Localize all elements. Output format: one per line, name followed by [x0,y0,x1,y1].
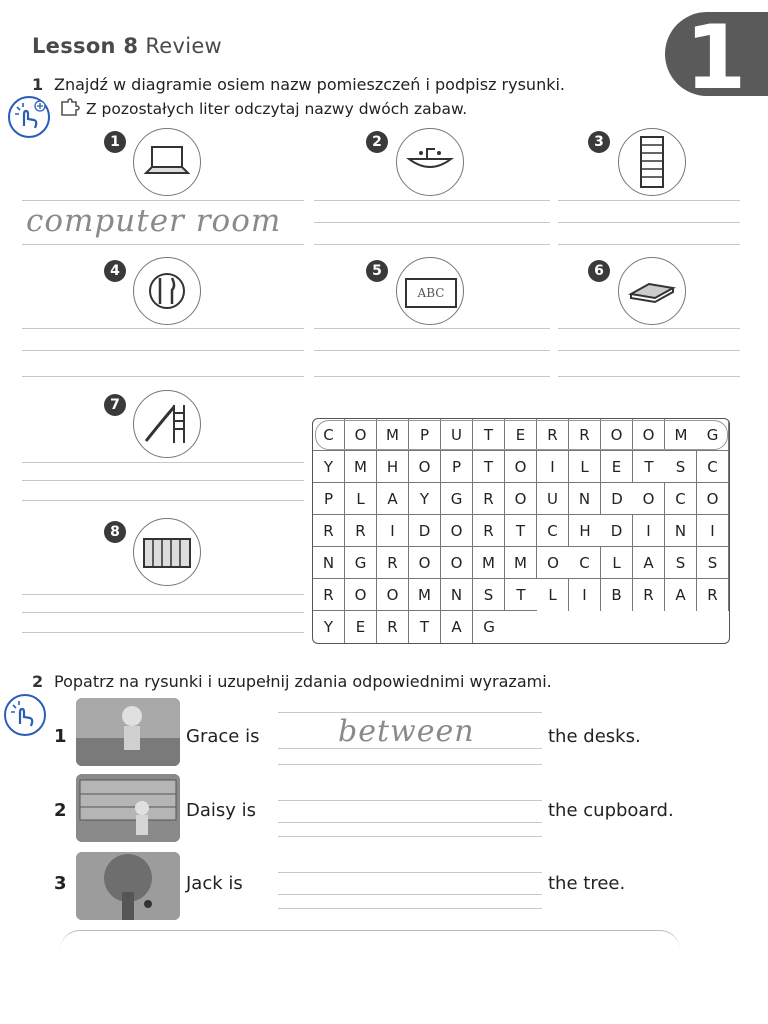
grid-cell[interactable]: C [537,515,569,547]
grid-cell[interactable]: L [345,483,377,515]
grid-cell[interactable]: N [569,483,601,515]
grid-cell[interactable]: S [665,547,697,579]
grid-cell[interactable]: H [377,451,409,483]
touch-icon[interactable] [8,96,50,138]
grid-cell[interactable]: P [409,419,441,451]
grid-cell[interactable]: C [697,451,729,483]
grid-cell[interactable]: G [441,483,473,515]
example-answer: computer room [26,203,282,239]
grid-cell[interactable]: A [377,483,409,515]
grid-cell[interactable]: T [409,611,441,643]
grid-cell[interactable]: Y [409,483,441,515]
grid-cell[interactable]: D [601,515,633,547]
grid-cell[interactable]: M [505,547,537,579]
grid-cell[interactable]: T [633,451,665,483]
next-section-box [60,930,680,971]
grid-cell[interactable]: R [473,483,505,515]
lesson-title [32,34,222,58]
book-icon [618,257,686,325]
writing-line[interactable] [22,376,304,377]
grid-cell[interactable]: G [345,547,377,579]
grid-cell[interactable]: T [505,515,537,547]
writing-line[interactable] [22,632,304,633]
grid-cell[interactable]: O [441,547,473,579]
sink-icon [396,128,464,196]
cupboard-picture [76,774,180,842]
writing-line[interactable] [22,200,304,201]
grid-cell[interactable]: O [409,451,441,483]
grid-cell[interactable]: O [633,419,665,451]
grid-cell[interactable]: M [665,419,697,451]
grid-cell[interactable]: R [633,579,665,611]
section-label: Review [145,34,223,58]
puzzle-icon [58,98,82,118]
answer-line[interactable] [278,800,542,801]
grid-cell[interactable]: C [665,483,697,515]
blackboard-icon [396,257,464,325]
grid-cell[interactable]: O [505,483,537,515]
grid-cell[interactable]: O [441,515,473,547]
grid-cell[interactable]: P [313,483,345,515]
grid-cell[interactable]: M [377,419,409,451]
exercise-1-subinstruction: Z pozostałych liter odczytaj nazwy dwóch zabaw. [86,100,468,118]
writing-line[interactable] [314,222,550,223]
writing-line[interactable] [314,350,550,351]
grid-cell[interactable]: D [409,515,441,547]
grid-cell[interactable]: E [505,419,537,451]
exercise-2-instruction: Popatrz na rysunki i uzupełnij zdania odpowiednimi wyrazami. [54,672,552,691]
sentence-subject: Daisy is [186,800,257,821]
grid-cell[interactable]: O [345,419,377,451]
grid-cell[interactable]: E [345,611,377,643]
sentence-subject: Jack is [186,873,243,894]
item-number: 2 [54,800,67,821]
grid-cell[interactable]: P [441,451,473,483]
unit-number: 1 [685,6,747,109]
writing-line[interactable] [22,612,304,613]
grid-cell[interactable]: M [345,451,377,483]
grid-cell[interactable]: E [601,451,633,483]
picture-number-5: 5 [366,260,388,282]
grid-cell[interactable]: U [537,483,569,515]
grid-cell[interactable]: M [409,579,441,611]
plate-cutlery-icon [133,257,201,325]
classroom-picture [76,698,180,766]
grid-cell[interactable]: C [569,547,601,579]
grid-cell[interactable]: T [473,419,505,451]
grid-cell[interactable]: A [441,611,473,643]
writing-line[interactable] [22,500,304,501]
sentence-object: the tree. [548,873,626,894]
grid-cell[interactable]: I [377,515,409,547]
writing-line[interactable] [22,594,304,595]
grid-cell[interactable]: N [313,547,345,579]
grid-cell[interactable]: B [601,579,633,611]
grid-cell[interactable]: M [473,547,505,579]
grid-cell[interactable]: O [505,451,537,483]
grid-cell[interactable]: A [633,547,665,579]
grid-cell[interactable]: S [473,579,505,611]
grid-cell[interactable]: R [537,419,569,451]
exercise-1-instruction: Znajdź w diagramie osiem nazw pomieszczeń i podpisz rysunki. [54,75,566,94]
touch-icon[interactable] [4,694,46,736]
grid-cell[interactable]: I [633,515,665,547]
picture-number-1: 1 [104,131,126,153]
picture-number-4: 4 [104,260,126,282]
grid-cell[interactable]: R [313,515,345,547]
picture-number-7: 7 [104,394,126,416]
unit-badge [665,6,768,109]
grid-cell[interactable]: L [569,451,601,483]
answer-line[interactable] [278,894,542,895]
slide-icon [133,390,201,458]
sentence-subject: Grace is [186,726,260,747]
writing-line[interactable] [22,328,304,329]
grid-cell[interactable]: Y [313,451,345,483]
answer-line[interactable] [278,872,542,873]
exercise-1-number: 1 [32,75,44,94]
grid-cell[interactable]: R [345,515,377,547]
tree-picture [76,852,180,920]
word-search-grid[interactable] [312,418,730,644]
grid-cell[interactable]: G [483,618,495,636]
picture-number-6: 6 [588,260,610,282]
writing-line[interactable] [558,376,740,377]
grid-cell[interactable]: O [633,483,665,515]
writing-line[interactable] [314,328,550,329]
sentence-object: the cupboard. [548,800,674,821]
writing-line[interactable] [22,244,304,245]
item-number: 3 [54,873,67,894]
writing-line[interactable] [558,222,740,223]
grid-cell[interactable]: S [697,547,729,579]
grid-cell[interactable]: R [377,547,409,579]
writing-line[interactable] [314,244,550,245]
writing-line[interactable] [558,244,740,245]
grid-cell[interactable]: I [697,515,729,547]
grid-cell[interactable]: R [569,419,601,451]
writing-line[interactable] [22,480,304,481]
writing-line[interactable] [314,200,550,201]
grid-cell[interactable]: R [377,611,409,643]
grid-cell[interactable]: O [409,547,441,579]
writing-line[interactable] [558,200,740,201]
grid-cell[interactable]: I [569,579,601,611]
grid-cell[interactable]: T [505,579,537,611]
grid-cell[interactable]: C [313,419,345,451]
found-word-oval [315,420,728,450]
grid-cell[interactable]: I [537,451,569,483]
item-number: 1 [54,726,67,747]
picture-number-3: 3 [588,131,610,153]
grid-cell[interactable]: U [441,419,473,451]
writing-line[interactable] [22,462,304,463]
grid-cell[interactable]: O [601,419,633,451]
sentence-object: the desks. [548,726,641,747]
grid-cell[interactable]: G [697,419,729,451]
picture-number-8: 8 [104,521,126,543]
writing-line[interactable] [558,350,740,351]
answer-line[interactable] [278,712,542,713]
grid-cell[interactable]: R [313,579,345,611]
writing-line[interactable] [22,350,304,351]
grid-cell[interactable]: O [697,483,729,515]
grid-cell[interactable]: N [665,515,697,547]
grid-cell[interactable]: D [601,483,633,515]
writing-line[interactable] [314,376,550,377]
grid-cell[interactable]: L [601,547,633,579]
answer-text: between [338,714,475,749]
picture-number-2: 2 [366,131,388,153]
grid-cell[interactable]: H [569,515,601,547]
laptop-icon [133,128,201,196]
answer-line[interactable] [278,908,542,909]
answer-line[interactable] [278,764,542,765]
exercise-2-number: 2 [32,672,44,691]
answer-line[interactable] [278,836,542,837]
blackboard-text: ABC [405,278,457,308]
lockers-icon [133,518,201,586]
wall-bars-icon [618,128,686,196]
grid-cell[interactable]: Y [313,611,345,643]
grid-cell[interactable]: R [697,579,729,611]
lesson-label: Lesson 8 [32,34,139,58]
grid-cell[interactable]: O [537,547,569,579]
grid-cell[interactable]: R [473,515,505,547]
grid-cell[interactable]: N [441,579,473,611]
grid-cell[interactable]: A [665,579,697,611]
writing-line[interactable] [558,328,740,329]
grid-cell[interactable]: T [473,451,505,483]
grid-cell[interactable]: L [537,579,569,611]
grid-cell[interactable]: O [345,579,377,611]
answer-line[interactable] [278,822,542,823]
grid-cell[interactable]: O [377,579,409,611]
grid-cell[interactable]: S [665,451,697,483]
